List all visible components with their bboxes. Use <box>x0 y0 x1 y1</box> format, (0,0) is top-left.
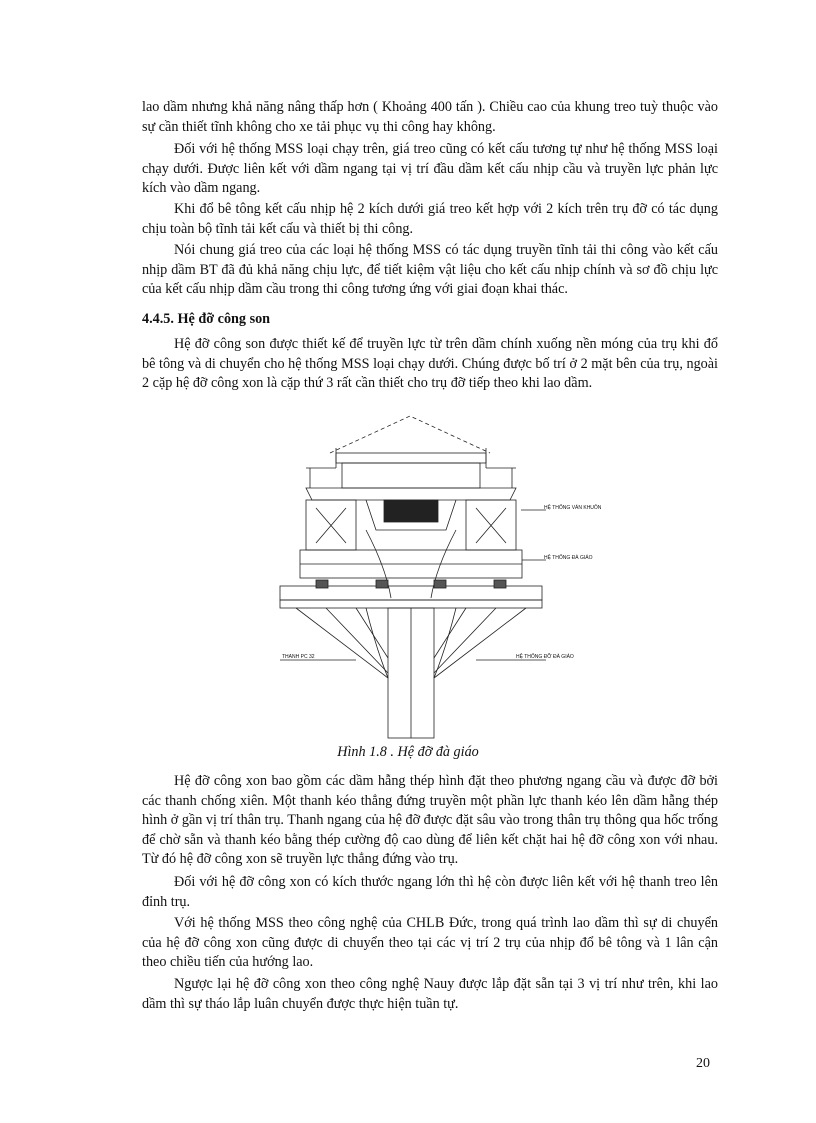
deck-slab <box>306 488 516 500</box>
paragraph-4: Nói chung giá treo của các loại hệ thống MSS có tác dụng truyền tĩnh tải thi công vào kết cấu nhịp dầm BT đã đủ khả năng chịu lực, để tiết kiệm vật liệu cho kết cấu nhịp chính và sơ đồ chịu lực của kết cấu nhịp dầm cầu trong thi công tương ứng với giai đoạn khai thác. <box>142 242 718 297</box>
label-support-system: HỆ THỐNG ĐỠ ĐÀ GIÁO <box>516 654 574 660</box>
paragraph-2: Đối với hệ thống MSS loại chạy trên, giá treo cũng có kết cấu tương tự như hệ thống MSS loại chạy dưới. Được liên kết với dầm ngang tại vị trí đầu dầm kết cấu nhịp cầu và truyền lực phản lực kích vào dầm ngang. <box>142 141 718 196</box>
paragraph-7: Đối với hệ đỡ công xon có kích thước ngang lớn thì hệ còn được liên kết với hệ thanh treo lên đỉnh trụ. <box>142 874 718 910</box>
paragraph-6: Hệ đỡ công xon bao gồm các dầm hẫng thép hình đặt theo phương ngang cầu và được đỡ bởi các thanh chống xiên. Một thanh kéo thẳng đứng truyền một phần lực thanh kéo lên dầm hẫng thép hình ở gần vị trí thân trụ. Thanh ngang của hệ đỡ được đặt sâu vào trong thân trụ thông qua hốc trống để chờ sẵn và thanh kéo bằng thép cường độ cao dùng để liên kết chặt hai hệ đỡ công xon với nhau. Từ đó hệ đỡ công xon sẽ truyền lực thẳng đứng vào trụ. <box>142 773 718 867</box>
label-formwork: HỆ THỐNG VÁN KHUÔN <box>544 505 602 511</box>
figure-caption: Hình 1.8 . Hệ đỡ đà giáo <box>337 744 479 760</box>
top-frame <box>336 453 486 463</box>
paragraph-8: Với hệ thống MSS theo công nghệ của CHLB Đức, trong quá trình lao dầm thì sự di chuyển của hệ đỡ công xon cũng được di chuyển theo tại các vị trí 2 trụ của nhịp đổ bê tông và 1 lân cận theo chiều tiến của hướng lao. <box>142 915 718 970</box>
paragraph-9: Ngược lại hệ đỡ công xon theo công nghệ Nauy được lắp đặt sẵn tại 3 vị trí như trên, khi lao dầm thì sự tháo lắp luân chuyển được thực hiện tuần tự. <box>142 976 718 1012</box>
paragraph-5: Hệ đỡ công son được thiết kế để truyền lực từ trên dầm chính xuống nền móng của trụ khi đổ bê tông và di chuyển cho hệ thống MSS loại chạy dưới. Chúng được bố trí ở 2 mặt bên của trụ, ngoài 2 cặp hệ đỡ công xon là cặp thứ 3 rất cần thiết cho trụ đỡ tiếp theo khi lao dầm. <box>142 336 718 391</box>
paragraph-3: Khi đổ bê tông kết cấu nhịp hệ 2 kích dưới giá treo kết hợp với 2 kích trên trụ đỡ có tác dụng chịu toàn bộ tĩnh tải kết cấu và thiết bị thi công. <box>142 201 718 237</box>
roof-outline <box>330 416 490 453</box>
cross-beam <box>280 600 542 608</box>
label-scaffold: HỆ THỐNG ĐÀ GIÁO <box>544 555 593 561</box>
left-strut <box>296 608 388 678</box>
label-pc-bar: THANH PC 32 <box>282 654 315 660</box>
right-strut <box>434 608 526 678</box>
scaffold-support-drawing <box>276 408 602 743</box>
upper-truss <box>342 463 480 488</box>
paragraph-1: lao dầm nhưng khả năng nâng thấp hơn ( Khoảng 400 tấn ). Chiều cao của khung treo tuỳ thuộc vào sự cần thiết tĩnh không cho xe tải phục vụ thi công hay không. <box>142 99 718 135</box>
section-heading: 4.4.5. Hệ đỡ công son <box>142 311 271 327</box>
page-number: 20 <box>696 1056 710 1071</box>
girder-void <box>384 500 438 522</box>
